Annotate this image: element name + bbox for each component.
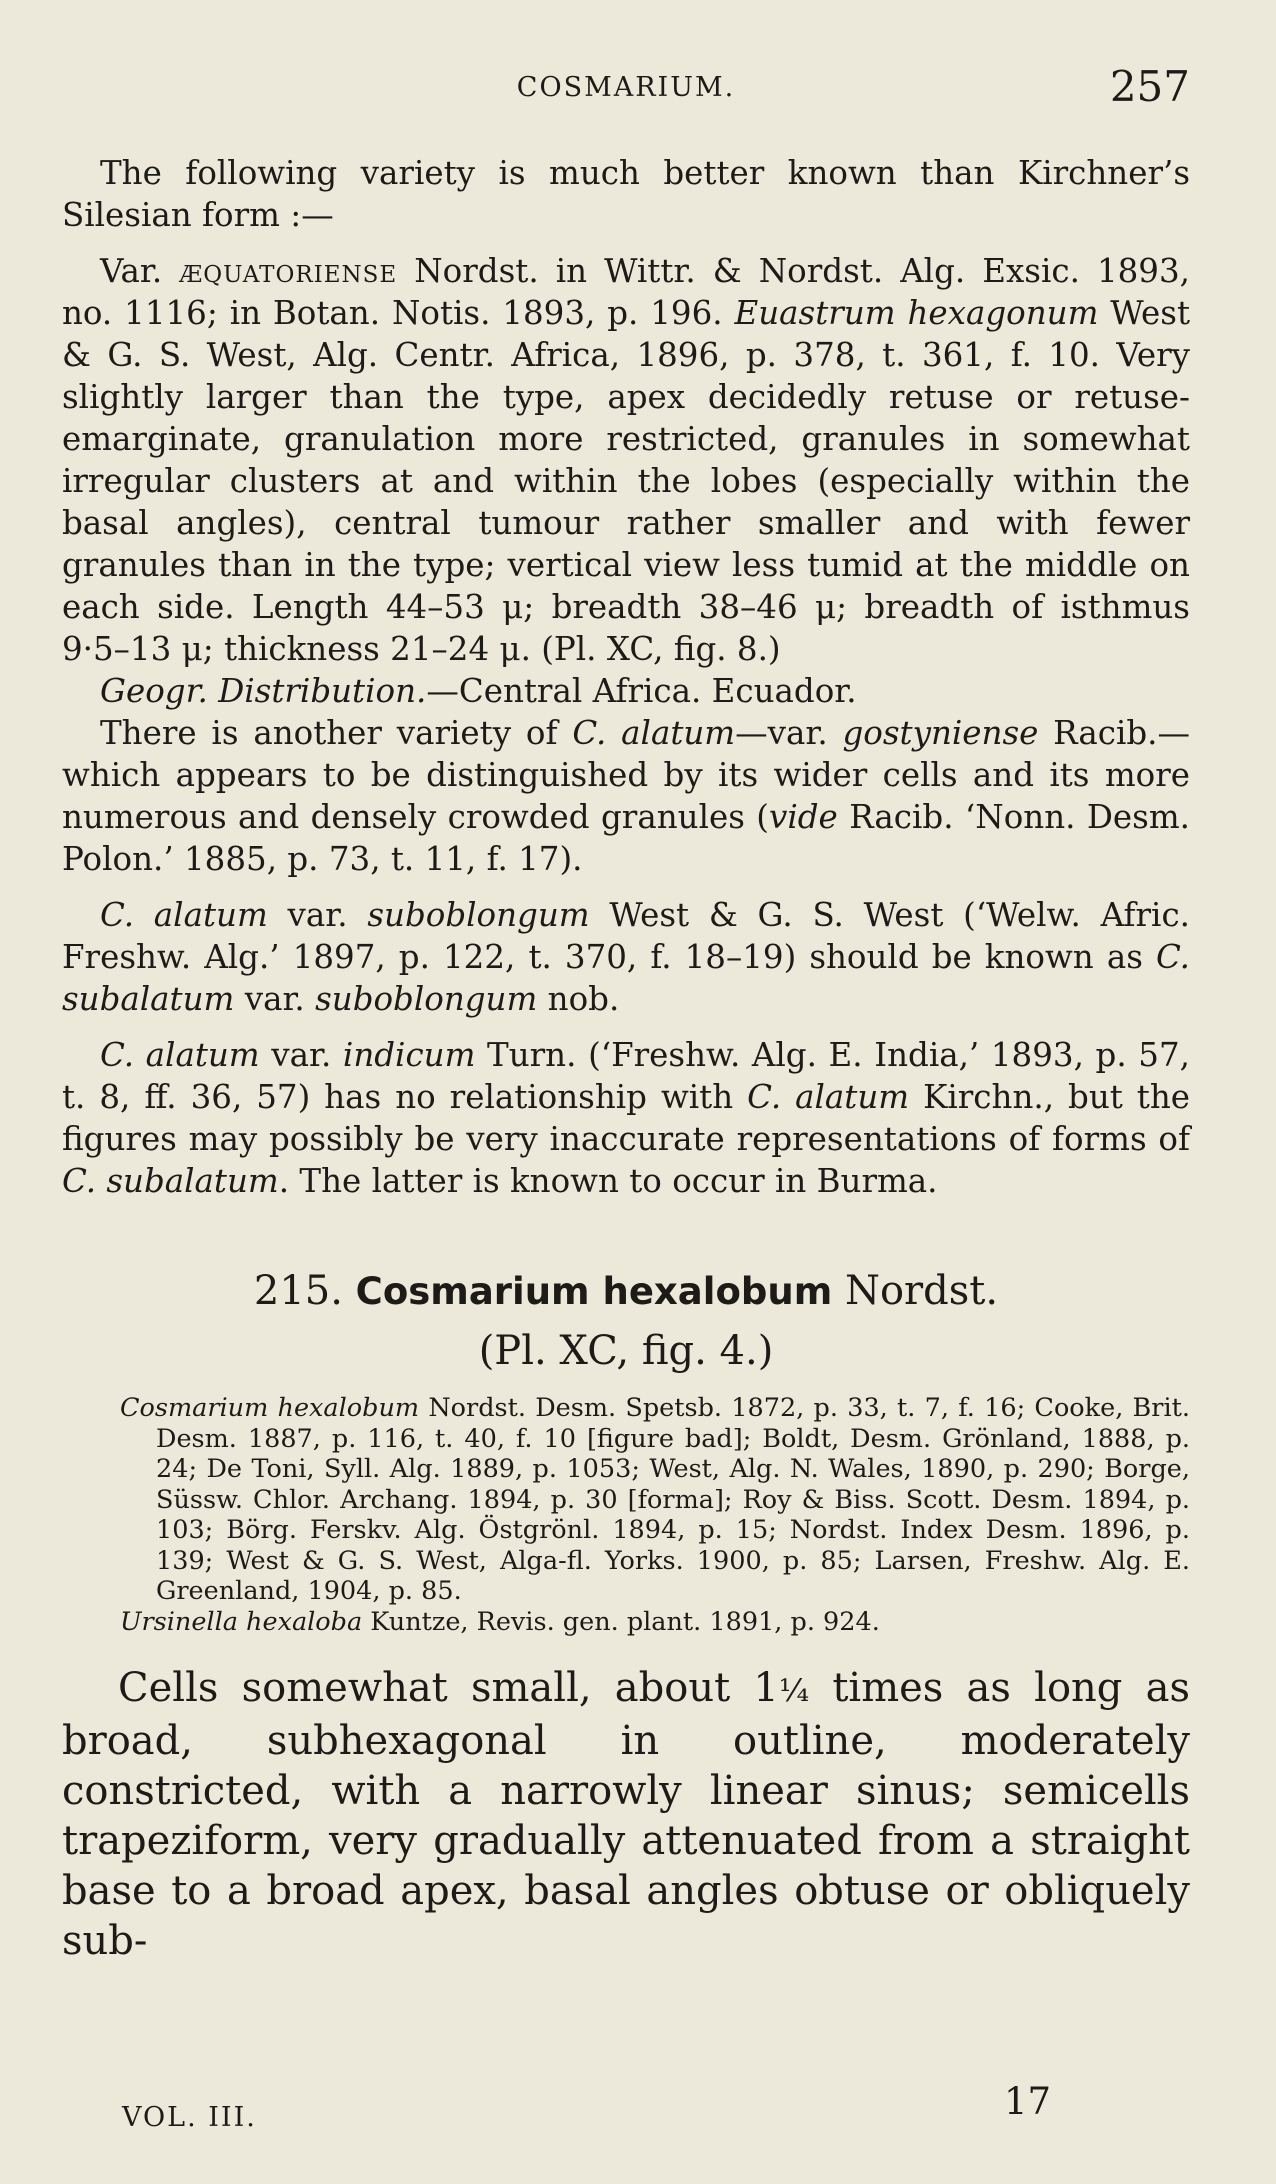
synonymy-block	[62, 1393, 1190, 1637]
text-run: . The latter is known to occur in Burma.	[278, 1162, 938, 1200]
species-name: Cosmarium hexalobum	[355, 1270, 833, 1313]
text-run: times as long as broad, subhexagonal in outline, moderately constricted, with a narrowly linear sinus; semicells trapeziform, very gradually attenuated from a straight base to a broad apex, basal angles obtuse or obliquely sub-	[62, 1665, 1190, 1964]
variety-prefix: Var.	[100, 252, 180, 290]
text-run: nob.	[537, 980, 620, 1018]
text-run-italic: vide	[768, 798, 838, 836]
text-run: Kirchn., but the figures may possibly be very inaccurate representations of forms of	[62, 1078, 1191, 1158]
page-body	[62, 152, 1190, 1966]
suboblongum-paragraph	[62, 894, 1190, 1020]
gostyniense-paragraph	[62, 712, 1190, 880]
taxon-name: C. alatum	[747, 1078, 910, 1116]
synonym-entry	[120, 1607, 1190, 1638]
text-run: var.	[234, 980, 316, 1018]
taxon-name: C. alatum	[100, 1036, 260, 1074]
taxon-name: C. alatum	[100, 896, 268, 934]
text-run: var.	[259, 1036, 343, 1074]
page-header	[62, 62, 1190, 112]
running-head: COSMARIUM.	[516, 72, 736, 103]
text-run: var.	[267, 896, 368, 934]
page-footer	[122, 2080, 1122, 2140]
taxon-name: C. subalatum	[62, 938, 1190, 1018]
taxon-name: C. subalatum	[62, 1162, 279, 1200]
species-author: Nordst.	[844, 1268, 999, 1314]
description-paragraph	[62, 1663, 1190, 1966]
volume-label: VOL. III.	[122, 2102, 257, 2133]
distribution-text: —Central Africa. Ecuador.	[426, 672, 857, 710]
species-description	[62, 1663, 1190, 1966]
section-heading	[62, 1264, 1190, 1319]
text-run: Turn. (‘Freshw. Alg. E. India,’ 1893, p. 57, t. 8, ff. 36, 57) has no relationship with	[62, 1036, 1190, 1116]
synonym-name: Cosmarium hexalobum	[120, 1393, 420, 1423]
variety-description: West & G. S. West, Alg. Centr. Africa, 1896, p. 378, t. 361, f. 10. Very slightly larger than the type, apex decidedly retuse or retuse-emarginate, granulation more restricted, granules in somewhat irregular clusters at and within the lobes (especially within the basal angles), central tumour rather smaller and with fewer granules than in the type; vertical view less tumid at the middle on each side. Length 44–53 μ; breadth 38–46 μ; breadth of isthmus 9·5–13 μ; thickness 21–24 μ. (Pl. XC, fig. 8.)	[62, 294, 1191, 668]
text-run: Racib.—which appears to be distinguished by its wider cells and its more numerous and densely crowded granules (	[62, 714, 1190, 836]
text-run: Cells somewhat small, about 1	[118, 1665, 779, 1711]
taxon-name: suboblongum	[315, 980, 538, 1018]
plate-reference: (Pl. XC, fig. 4.)	[478, 1328, 774, 1374]
variety-citation: Nordst. in Wittr. & Nordst. Alg. Exsic. 1893, no. 1116; in Botan. Notis. 1893, p. 196.	[62, 252, 1190, 332]
synonym-name: Ursinella hexaloba	[120, 1606, 363, 1637]
fraction: ¼	[778, 1673, 810, 1709]
synonym-citations: Kuntze, Revis. gen. plant. 1891, p. 924.	[362, 1606, 880, 1637]
variety-name: æquatoriense	[179, 252, 398, 290]
page-number: 257	[1109, 62, 1190, 111]
text-run: —var.	[735, 714, 843, 752]
synonym-entry	[120, 1393, 1190, 1607]
signature-mark: 17	[1004, 2080, 1052, 2123]
distribution-paragraph	[62, 670, 1190, 712]
indicum-paragraph	[62, 1034, 1190, 1202]
taxon-name: gostyniense	[842, 714, 1039, 752]
taxon-name: indicum	[342, 1036, 476, 1074]
intro-text: The following variety is much better known than Kirchner’s Silesian form :—	[62, 154, 1190, 234]
distribution-label: Geogr. Distribution.	[100, 672, 427, 710]
text-run: There is another variety of	[100, 714, 573, 752]
text-run: West & G. S. West (‘Welw. Afric. Freshw. Alg.’ 1897, p. 122, t. 370, f. 18–19) should be known as	[62, 896, 1190, 976]
taxon-name: suboblongum	[367, 896, 590, 934]
variety-paragraph	[62, 250, 1190, 670]
taxon-name: C. alatum	[572, 714, 736, 752]
variety-synonym: Euastrum hexagonum	[734, 294, 1099, 332]
intro-paragraph	[62, 152, 1190, 236]
section-number: 215.	[253, 1268, 343, 1314]
text-run: Racib. ‘Nonn. Desm. Polon.’ 1885, p. 73, t. 11, f. 17).	[62, 798, 1190, 878]
synonym-citations: Nordst. Desm. Spetsb. 1872, p. 33, t. 7, f. 16; Cooke, Brit. Desm. 1887, p. 116, t. 40, f. 10 [figure bad]; Boldt, Desm. Grönland, 1888, p. 24; De Toni, Syll. Alg. 1889, p. 1053; West, Alg. N. Wales, 1890, p. 290; Borge, Süssw. Chlor. Archang. 1894, p. 30 [forma]; Roy & Biss. Scott. Desm. 1894, p. 103; Börg. Ferskv. Alg. Östgrönl. 1894, p. 15; Nordst. Index Desm. 1896, p. 139; West & G. S. West, Alga-fl. Yorks. 1900, p. 85; Larsen, Freshw. Alg. E. Greenland, 1904, p. 85.	[156, 1393, 1190, 1606]
